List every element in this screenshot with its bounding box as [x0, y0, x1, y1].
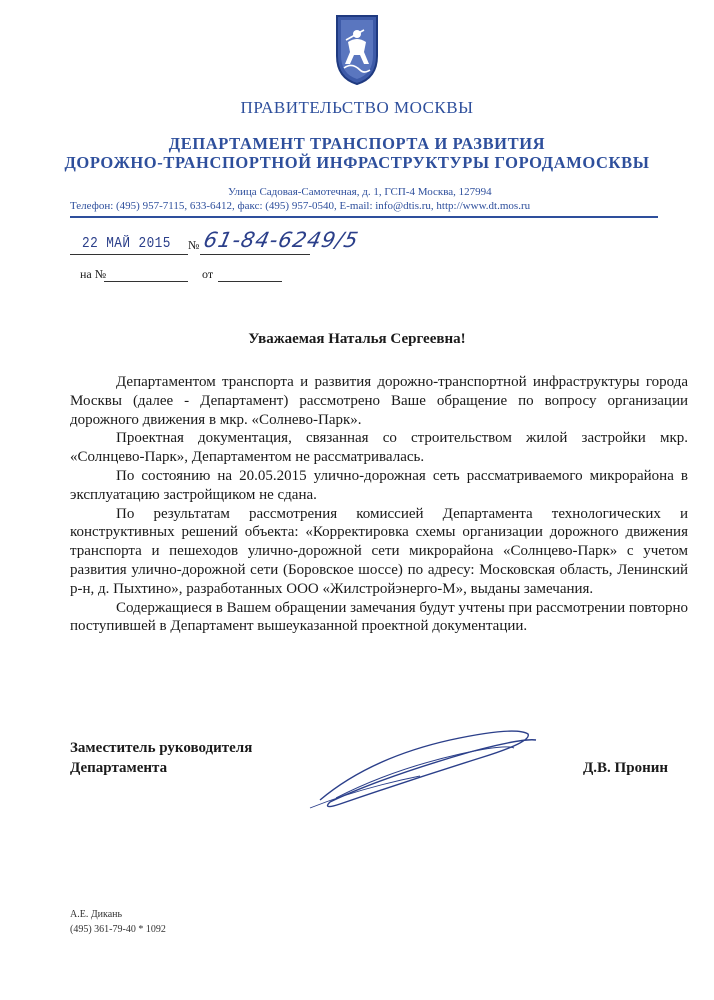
letter-greeting: Уважаемая Наталья Сергеевна!	[248, 331, 466, 347]
date-underline	[70, 254, 188, 255]
reference-date-blank	[218, 281, 282, 282]
reference-date-label: от	[202, 267, 214, 281]
letter-paragraph: Проектная документация, связанная со строительством жилой застройки мкр. «Солнцево-Парк», Департаментом не рассматривалась.	[70, 430, 688, 466]
signer-position	[70, 738, 252, 778]
signer-name: Д.В. Пронин	[582, 760, 668, 776]
department-name-line1: ДЕПАРТАМЕНТ ТРАНСПОРТА И РАЗВИТИЯ	[168, 134, 546, 153]
signer-position-line1: Заместитель руководителя	[70, 740, 253, 756]
reference-number-label: на №	[80, 267, 107, 281]
letter-paragraph: По состоянию на 20.05.2015 улично-дорожная сеть рассматриваемого микрорайона в эксплуатацию застройщиком не сдана.	[70, 467, 688, 503]
date-stamp: 22 МАЙ 2015	[82, 235, 171, 252]
government-title: ПРАВИТЕЛЬСТВО МОСКВЫ	[240, 98, 474, 117]
handwritten-signature-icon	[300, 718, 540, 818]
moscow-coat-of-arms-icon	[334, 12, 380, 86]
letter-paragraph: По результатам рассмотрения комиссией Департамента технологических и конструктивных решений объекта: «Корректировка схемы организации дорожного движения транспорта и пешеходов улично-дорожной сети микрорайона «Солнцево-Парк» с учетом развития улично-дорожной сети (Боровское шоссе) по адресу: Московская область, Ленинский р-н, д. Пыхтино», разработанных ООО «Жилстройэнерго-М», выданы замечания.	[70, 505, 688, 597]
executor-info	[70, 907, 166, 937]
department-contacts: Телефон: (495) 957-7115, 633-6412, факс: (495) 957-0540, E-mail: info@dtis.ru, http://www.dt.mos.ru	[70, 200, 531, 212]
letter-paragraph: Содержащиеся в Вашем обращении замечания будут учтены при рассмотрении повторно поступившей в Департамент вышеуказанной проектной документации.	[70, 599, 688, 635]
department-address: Улица Садовая-Самотечная, д. 1, ГСП-4 Москва, 127994	[228, 186, 492, 198]
reference-number-blank	[104, 281, 188, 282]
signer-position-line2: Департамента	[70, 760, 168, 776]
department-name-line2: ДОРОЖНО-ТРАНСПОРТНОЙ ИНФРАСТРУКТУРЫ ГОРОДАМОСКВЫ	[64, 153, 650, 172]
registration-number: 61-84-6249/5	[201, 228, 362, 252]
letter-body	[70, 373, 688, 636]
header-divider	[70, 216, 658, 218]
letter-paragraph: Департаментом транспорта и развития дорожно-транспортной инфраструктуры города Москвы (далее - Департамент) рассмотрено Ваше обращение по вопросу организации дорожного движения в мкр. «Солнево-Парк».	[70, 374, 688, 428]
number-sign: №	[188, 238, 200, 252]
number-underline	[200, 254, 310, 255]
executor-name: А.Е. Дикань	[70, 909, 123, 920]
executor-phone: (495) 361-79-40 * 1092	[70, 924, 166, 935]
